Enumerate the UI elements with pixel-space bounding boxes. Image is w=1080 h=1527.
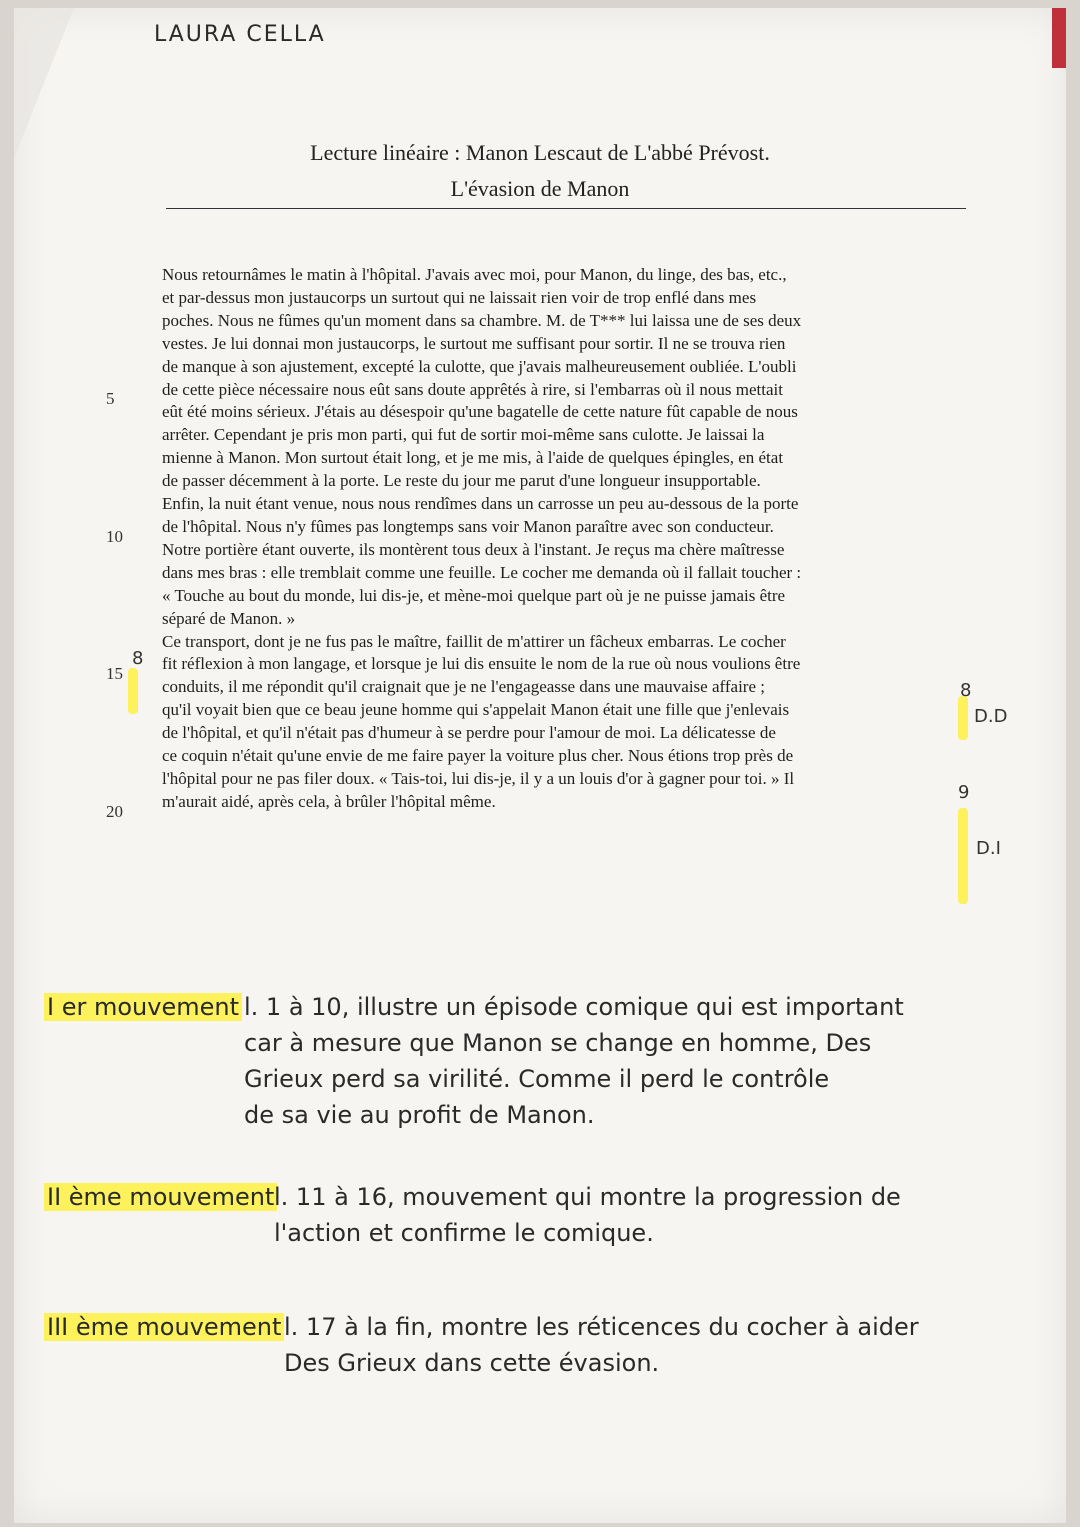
margin-note: 8	[960, 680, 972, 701]
movement-label: I er mouvement	[44, 993, 242, 1021]
text-line: Notre portière étant ouverte, ils montèrent tous deux à l'instant. Je reçus ma chère maîtresse	[162, 539, 785, 559]
text-line: arrêter. Cependant je pris mon parti, qui fut de sortir moi-même sans culotte. Je laissai la	[162, 425, 765, 445]
text-line: ce coquin n'était qu'une envie de me faire payer la voiture plus cher. Nous étions trop près de	[162, 746, 794, 766]
text-line: dans mes bras : elle tremblait comme une feuille. Le cocher me demanda où il fallait toucher :	[162, 562, 802, 582]
text-line: Enfin, la nuit étant venue, nous nous rendîmes dans un carrosse un peu au-dessous de la porte	[162, 494, 799, 514]
movement-line: Des Grieux dans cette évasion.	[284, 1349, 660, 1377]
text-line: eût été moins sérieux. J'étais au désespoir qu'une bagatelle de cette nature fût capable de nous	[162, 402, 798, 422]
line-number: 20	[106, 802, 123, 821]
text-line: conduits, il me répondit qu'il craignait que je ne l'engageasse dans une mauvaise affaire ;	[162, 677, 765, 697]
text-line: l'hôpital pour ne pas filer doux. « Tais-toi, lui dis-je, il y a un louis d'or à gagner pour toi. » Il	[162, 768, 795, 788]
movement-line: de sa vie au profit de Manon.	[244, 1101, 595, 1129]
page-title: Lecture linéaire : Manon Lescaut de L'abbé Prévost.	[310, 140, 770, 165]
text-line: Ce transport, dont je ne fus pas le maître, faillit de m'attirer un fâcheux embarras. Le cocher	[162, 631, 786, 651]
margin-highlight-di	[958, 808, 968, 904]
movement-3	[44, 1313, 919, 1377]
page-fold	[14, 8, 74, 158]
text-line: vestes. Je lui donnai mon justaucorps, le surtout me suffisant pour sortir. Il ne se trouva rien	[162, 333, 786, 353]
movement-line: l'action et confirme le comique.	[274, 1219, 654, 1247]
text-line: de manque à son ajustement, excepté la culotte, que j'avais malheureusement oubliée. L'oubli	[162, 356, 797, 376]
text-line: « Touche au bout du monde, lui dis-je, et mène-moi quelque part où je ne puisse jamais être	[162, 585, 786, 605]
movement-line: car à mesure que Manon se change en homme, Des	[244, 1029, 872, 1057]
movement-line: l. 17 à la fin, montre les réticences du cocher à aider	[284, 1313, 919, 1341]
text-line: de l'hôpital, et qu'il n'était pas d'humeur à se perdre pour l'amour de moi. La délicatesse de	[162, 723, 776, 743]
movement-line: l. 11 à 16, mouvement qui montre la progression de	[274, 1183, 901, 1211]
movement-line: l. 1 à 10, illustre un épisode comique qui est important	[244, 993, 904, 1021]
line-number: 15	[106, 664, 123, 683]
movement-2	[44, 1183, 901, 1247]
margin-note-dd: D.D	[974, 706, 1008, 727]
excerpt-text	[162, 264, 962, 814]
text-line: m'aurait aidé, après cela, à brûler l'hôpital même.	[162, 791, 496, 811]
margin-note: 9	[958, 782, 970, 803]
text-line: qu'il voyait bien que ce beau jeune homme qui s'appelait Manon était une fille que j'enlevais	[162, 700, 790, 720]
margin-note-di: D.I	[976, 838, 1001, 859]
text-line: de l'hôpital. Nous n'y fûmes pas longtemps sans voir Manon paraître avec son conducteur.	[162, 516, 774, 536]
line-number: 10	[106, 527, 123, 546]
movement-label: II ème mouvement	[44, 1183, 277, 1211]
movement-line: Grieux perd sa virilité. Comme il perd le contrôle	[244, 1065, 830, 1093]
margin-note: 8	[132, 648, 144, 669]
movement-1	[44, 993, 904, 1129]
movement-label: III ème mouvement	[44, 1313, 284, 1341]
margin-highlight-left	[128, 668, 138, 714]
page-subtitle: L'évasion de Manon	[450, 176, 630, 201]
text-line: de cette pièce nécessaire nous eût sans doute apprêtés à rire, si l'embarras où il nous mettait	[162, 379, 783, 399]
binder-edge	[1052, 8, 1066, 68]
title-rule	[166, 208, 966, 209]
text-line: et par-dessus mon justaucorps un surtout qui ne laissait rien voir de trop enflé dans mes	[162, 287, 757, 307]
line-number: 5	[106, 389, 115, 408]
author-name: LAURA CELLA	[154, 22, 326, 47]
text-line: poches. Nous ne fûmes qu'un moment dans sa chambre. M. de T*** lui laissa une de ses deux	[162, 310, 802, 330]
text-line: Nous retournâmes le matin à l'hôpital. J'avais avec moi, pour Manon, du linge, des bas, etc.,	[162, 265, 787, 284]
margin-highlight-dd	[958, 696, 968, 740]
text-line: mienne à Manon. Mon surtout était long, et je me mis, à l'aide de quelques épingles, en état	[162, 448, 784, 468]
document-page	[14, 8, 1066, 1523]
text-line: fit réflexion à mon langage, et lorsque je lui dis ensuite le nom de la rue où nous voulions être	[162, 654, 801, 674]
text-line: séparé de Manon. »	[162, 608, 296, 628]
text-line: de passer décemment à la porte. Le reste du jour me parut d'une longueur insupportable.	[162, 471, 761, 491]
